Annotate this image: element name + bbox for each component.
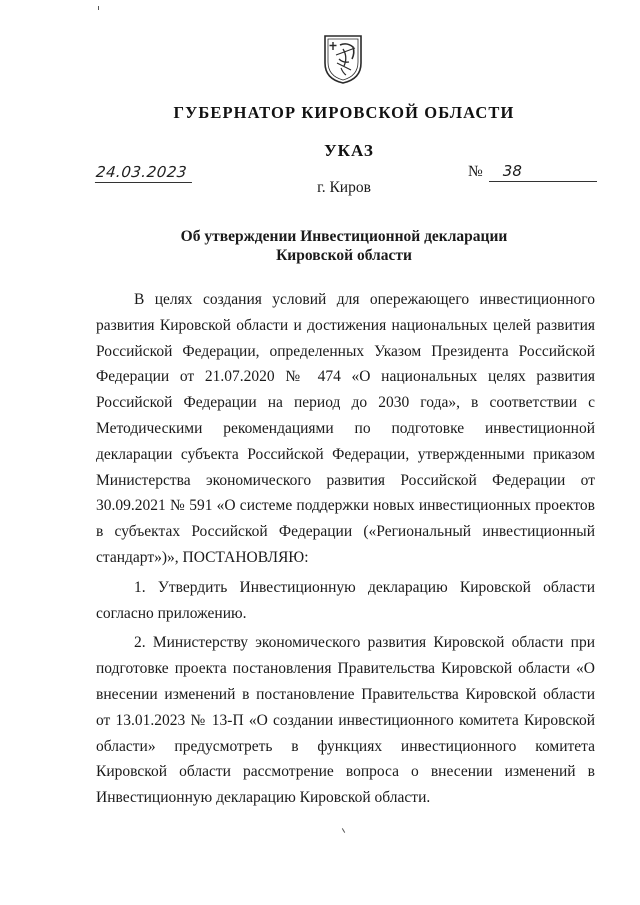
preamble-paragraph: В целях создания условий для опережающего инвестиционного развития Кировской области и достижения национальных целей развития Российской Федерации, определенных Указом Президента Российской Федерации от 21.07.2020 № 474 «О национальных целях развития Российской Федерации на период до 2030 года», в соответствии с Методическими рекомендациями по подготовке инвестиционной декларации субъекта Российской Федерации, утвержденными приказом Министерства экономического развития Российской Федерации от 30.09.2021 № 591 «О системе поддержки новых инвестиционных проектов в субъектах Российской Федерации («Региональный инвестиционный стандарт»)», ПОСТАНОВЛЯЮ: <box>96 291 595 566</box>
decree-title-line-2: Кировской области <box>276 247 412 264</box>
document-type: УКАЗ <box>324 141 374 160</box>
scan-mark <box>342 828 345 833</box>
issuing-authority: ГУБЕРНАТОР КИРОВСКОЙ ОБЛАСТИ <box>173 103 515 122</box>
decree-number: 38 <box>489 161 597 182</box>
kirov-coat-of-arms-icon <box>322 33 364 85</box>
decree-title-line-1: Об утверждении Инвестиционной декларации <box>180 228 508 245</box>
clause-2-paragraph: 2. Министерству экономического развития Кировской области при подготовке проекта постановления Правительства Кировской области «О внесении изменений в постановление Правительства Кировской области от 13.01.2023 № 13-П «О создании инвестиционного комитета Кировской области» предусмотреть в функциях инвестиционного комитета Кировской области рассмотрение вопроса о внесении изменений в Инвестиционную декларацию Кировской области. <box>96 634 595 807</box>
scan-mark <box>98 6 99 10</box>
decree-number-field <box>468 161 597 181</box>
decree-title <box>0 227 640 265</box>
clause-1-paragraph: 1. Утвердить Инвестиционную декларацию Кировской области согласно приложению. <box>96 578 595 622</box>
decree-body <box>96 287 595 815</box>
decree-date: 24.03.2023 <box>95 162 194 183</box>
issue-city: г. Киров <box>317 179 371 196</box>
number-sign: № <box>468 163 483 180</box>
